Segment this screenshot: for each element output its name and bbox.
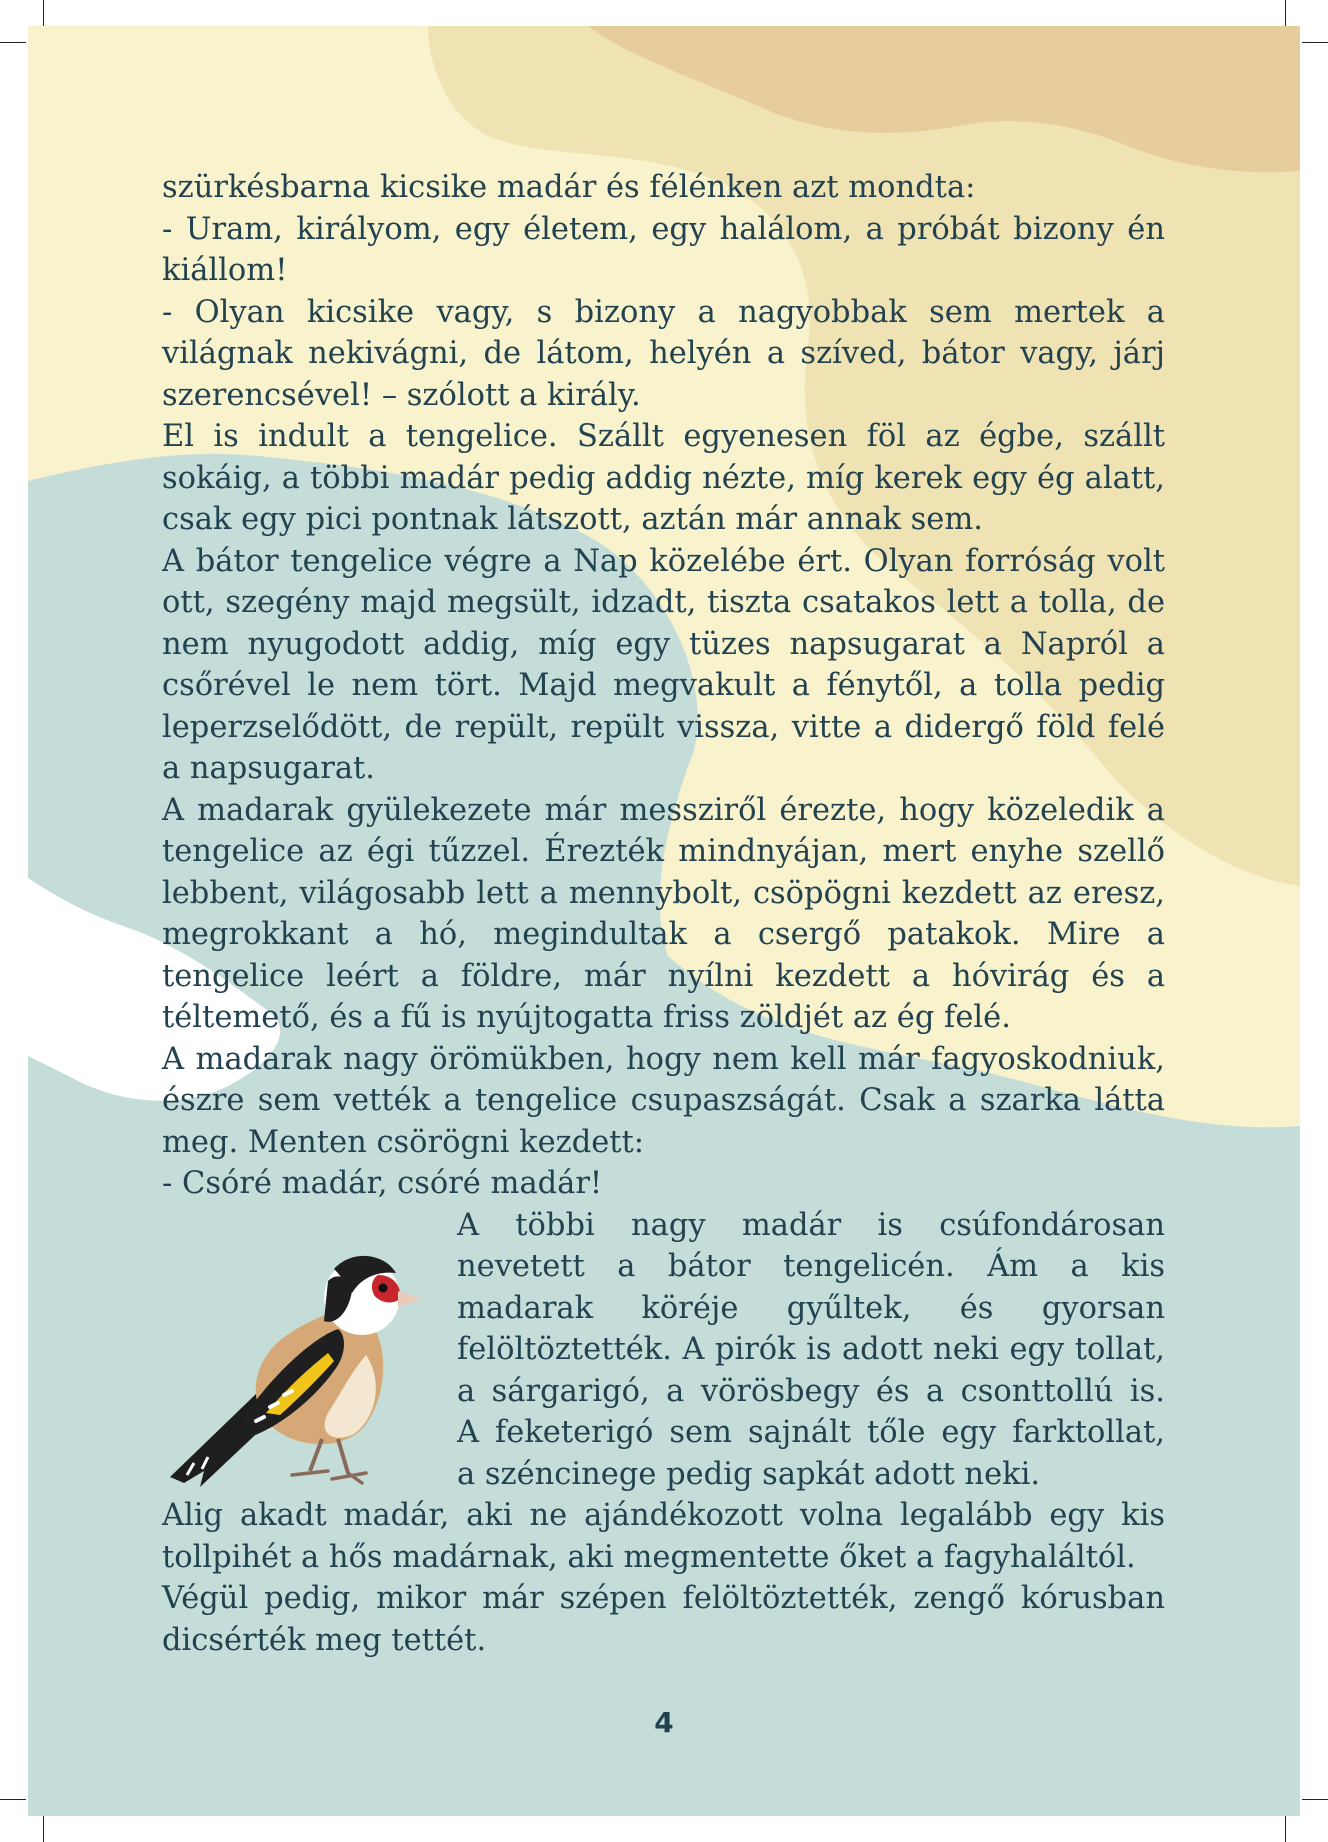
goldfinch-illustration	[152, 1225, 422, 1495]
story-paragraph: szürkésbarna kicsike madár és félénken azt mondta:	[162, 170, 976, 205]
story-paragraph: A bátor tengelice végre a Nap közelébe ért. Olyan forróság volt ott, szegény majd megsült, idzadt, tiszta csatakos lett a tolla, de nem nyugodott addig, míg egy tüzes napsugarat a Napról a csőrével le nem tört. Majd megvakult a fénytől, a tolla pedig leperzselődött, de repült, repült vissza, vitte a didergő föld felé a napsugarat.	[162, 543, 1165, 786]
crop-mark-bottom-left-v	[43, 1816, 44, 1842]
page-number: 4	[654, 1706, 674, 1739]
illustrated-section	[162, 1205, 1165, 1496]
story-paragraph: A madarak nagy örömükben, hogy nem kell már fagyoskodniuk, észre sem vették a tengelice csupaszságát. Csak a szarka látta meg. Menten csörögni kezdett:	[162, 1041, 1165, 1160]
crop-mark-top-right-h	[1302, 42, 1328, 43]
story-text	[162, 167, 1165, 1661]
story-paragraph: Alig akadt madár, aki ne ajándékozott volna legalább egy kis tollpihét a hős madárnak, aki megmentette őket a fagyhaláltól.	[162, 1498, 1165, 1575]
story-paragraph: A madarak gyülekezete már messziről érezte, hogy közeledik a tengelice az égi tűzzel. Érezték mindnyájan, mert enyhe szellő lebbent, világosabb lett a mennybolt, csöpögni kezdett az eresz, megrokkant a hó, megindultak a csergő patakok. Mire a tengelice leért a földre, már nyílni kezdett a hóvirág és a téltemető, és a fű is nyújtogatta friss zöldjét az ég felé.	[162, 792, 1165, 1035]
story-paragraph: - Olyan kicsike vagy, s bizony a nagyobbak sem mertek a világnak nekivágni, de látom, helyén a szíved, bátor vagy, járj szerencsével! – szólott a király.	[162, 294, 1165, 413]
crop-mark-bottom-left-h	[0, 1799, 26, 1800]
story-paragraph: - Csóré madár, csóré madár!	[162, 1166, 603, 1201]
crop-mark-top-left-v	[43, 0, 44, 26]
wrapped-line: A többi nagy madár is csúfondárosan	[457, 1207, 1165, 1243]
story-paragraph: El is indult a tengelice. Szállt egyenesen föl az égbe, szállt sokáig, a többi madár pedig addig nézte, míg kerek egy ég alatt, csak egy pici pontnak látszott, aztán már annak sem.	[162, 419, 1165, 537]
wrapped-line: madarak köréje gyűltek, és gyorsan	[457, 1290, 1165, 1326]
wrapped-paragraph	[457, 1205, 1165, 1496]
wrapped-line: felöltöztették. A pirók is adott neki egy tollat,	[457, 1332, 1165, 1367]
story-paragraph: - Uram, királyom, egy életem, egy halálom, a próbát bizony én kiállom!	[162, 211, 1165, 288]
crop-mark-top-right-v	[1285, 0, 1286, 26]
wrapped-line: a sárgarigó, a vörösbegy és a csonttollú is.	[457, 1373, 1165, 1409]
story-paragraph: Végül pedig, mikor már szépen felöltöztették, zengő kórusban dicsérték meg tettét.	[162, 1581, 1165, 1658]
wrapped-line: A feketerigó sem sajnált tőle egy farktollat,	[457, 1415, 1165, 1450]
wrapped-line: nevetett a bátor tengelicén. Ám a kis	[457, 1249, 1165, 1284]
crop-mark-top-left-h	[0, 42, 26, 43]
crop-mark-bottom-right-v	[1285, 1816, 1286, 1842]
crop-mark-bottom-right-h	[1302, 1799, 1328, 1800]
wrapped-line: a széncinege pedig sapkát adott neki.	[457, 1456, 1041, 1492]
